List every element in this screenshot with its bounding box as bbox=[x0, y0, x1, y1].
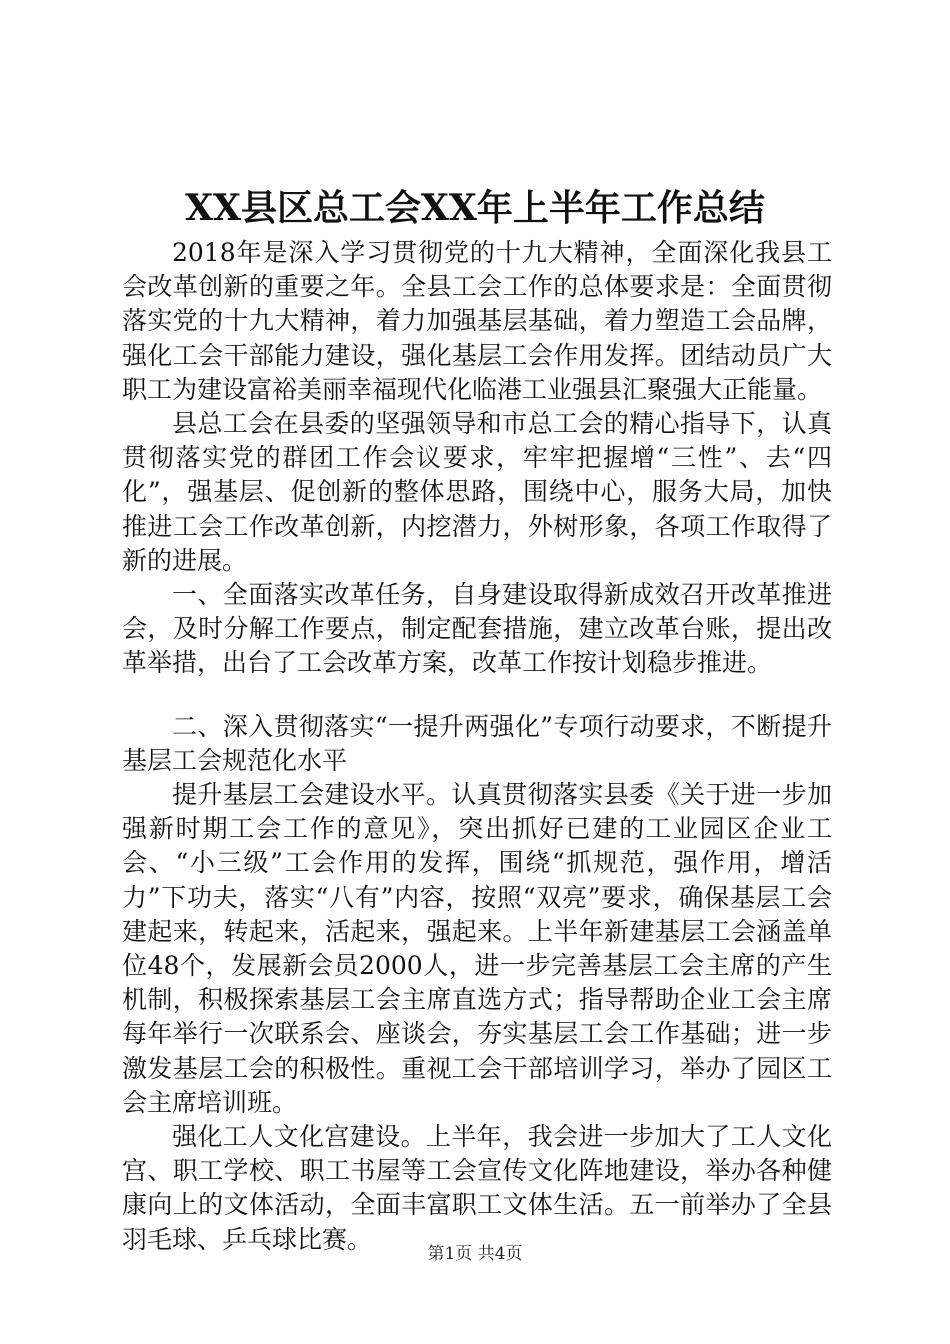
document-title: XX县区总工会XX年上半年工作总结 bbox=[185, 187, 765, 229]
paragraph-culture-palace: 强化工人文化宫建设。上半年，我会进一步加大了工人文化宫、职工学校、职工书屋等工会宣传文化阵地建设，举办各种健康向上的文体活动，全面丰富职工文体生活。五一前举办了全县羽毛球、乒乓球比赛。 bbox=[122, 1122, 832, 1254]
paragraph-intro: 2018年是深入学习贯彻党的十九大精神，全面深化我县工会改革创新的重要之年。全县工会工作的总体要求是：全面贯彻落实党的十九大精神，着力加强基层基础，着力塑造工会品牌，强化工会干部能力建设，强化基层工会作用发挥。团结动员广大职工为建设富裕美丽幸福现代化临港工业强县汇聚强大正能量。 bbox=[122, 238, 832, 404]
paragraph-section-two-heading: 二、深入贯彻落实“一提升两强化”专项行动要求，不断提升基层工会规范化水平 bbox=[122, 711, 832, 775]
document-body bbox=[122, 236, 832, 1257]
paragraph-overview: 县总工会在县委的坚强领导和市总工会的精心指导下，认真贯彻落实党的群团工作会议要求，牢牢把握增“三性”、去“四化”，强基层、促创新的整体思路，围绕中心，服务大局，加快推进工会工作改革创新，内挖潜力，外树形象，各项工作取得了新的进展。 bbox=[122, 409, 832, 575]
paragraph-section-one: 一、全面落实改革任务，自身建设取得新成效召开改革推进会，及时分解工作要点，制定配套措施，建立改革台账，提出改革举措，出台了工会改革方案，改革工作按计划稳步推进。 bbox=[122, 580, 832, 678]
page-footer: 第1页 共4页 bbox=[427, 1244, 523, 1264]
paragraph-grassroots: 提升基层工会建设水平。认真贯彻落实县委《关于进一步加强新时期工会工作的意见》，突出抓好已建的工业园区企业工会、“小三级”工会作用的发挥，围绕“抓规范，强作用，增活力”下功夫，落实“八有”内容，按照“双亮”要求，确保基层工会建起来，转起来，活起来，强起来。上半年新建基层工会涵盖单位48个，发展新会员2000人，进一步完善基层工会主席的产生机制，积极探索基层工会主席直选方式；指导帮助企业工会主席每年举行一次联系会、座谈会，夯实基层工会工作基础；进一步激发基层工会的积极性。重视工会干部培训学习，举办了园区工会主席培训班。 bbox=[122, 780, 832, 1117]
